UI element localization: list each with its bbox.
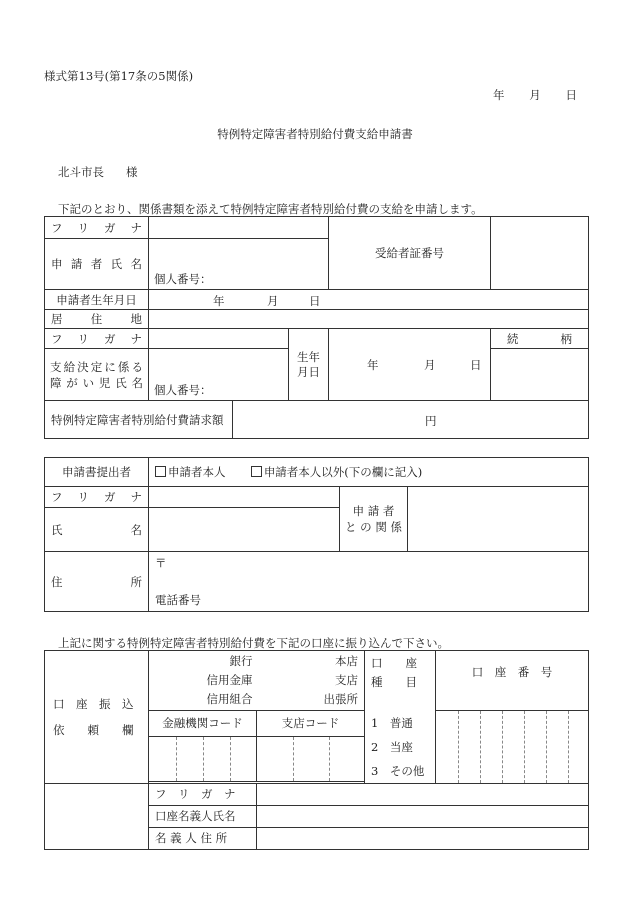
submitter-furigana-label: フ リ ガ ナ xyxy=(45,487,149,508)
transfer-intro: 上記に関する特例特定障害者特別給付費を下記の口座に振り込んで下さい。 xyxy=(58,636,449,650)
phone-label: 電話番号 xyxy=(155,593,201,607)
addressee-name: 北斗市長 xyxy=(58,165,104,179)
addressee xyxy=(58,164,138,180)
form-number: 様式第13号(第17条の5関係) xyxy=(44,69,194,83)
submitter-options xyxy=(149,458,589,487)
branch-code-field[interactable] xyxy=(257,736,365,781)
checkbox-other[interactable] xyxy=(251,466,262,477)
submitter-address-field[interactable] xyxy=(149,552,589,612)
date-day-label: 日 xyxy=(565,88,577,102)
branch-type-list: 本店 支店 出張所 xyxy=(257,651,365,711)
account-type-current[interactable]: 2 当座 xyxy=(371,739,413,754)
date-line xyxy=(493,87,577,103)
applicant-table xyxy=(44,216,589,439)
page-title: 特例特定障害者特別給付費支給申請書 xyxy=(217,127,413,141)
holder-name-field[interactable] xyxy=(257,805,589,827)
residence-label: 居 住 地 xyxy=(45,310,149,329)
applicant-furigana-label: フ リ ガ ナ xyxy=(45,217,149,239)
claim-amount-field[interactable] xyxy=(233,401,589,439)
account-furigana-label: フ リ ガ ナ xyxy=(149,783,257,805)
account-type-ordinary[interactable]: 1 普通 xyxy=(371,715,413,730)
option-self-label: 申請者本人 xyxy=(168,465,226,479)
submitter-relation-field[interactable] xyxy=(408,487,589,552)
child-name-label: 支給決定に係る 障がい児氏名 xyxy=(45,349,149,401)
bank-type-list: 銀行 信用金庫 信用組合 xyxy=(149,651,257,711)
relation-label: 続 柄 xyxy=(491,329,589,349)
submitter-relation-label: 申 請 者 と の 関 係 xyxy=(340,487,408,552)
claim-amount-label: 特例特定障害者特別給付費請求額 xyxy=(45,401,233,439)
applicant-furigana-field[interactable] xyxy=(149,217,329,239)
applicant-name-label: 申 請 者 氏 名 xyxy=(45,239,149,290)
account-number-label: 口 座 番 号 xyxy=(436,651,589,711)
submitter-furigana-field[interactable] xyxy=(149,487,340,508)
intro-text: 下記のとおり、関係書類を添えて特例特定障害者特別給付費の支給を申請します。 xyxy=(58,202,483,216)
applicant-birthdate-label: 申請者生年月日 xyxy=(45,290,149,310)
submitter-name-label: 氏 名 xyxy=(45,508,149,552)
child-furigana-label: フ リ ガ ナ xyxy=(45,329,149,349)
child-personal-number-label: 個人番号： xyxy=(154,383,212,397)
account-number-field[interactable] xyxy=(436,711,589,784)
account-furigana-field[interactable] xyxy=(257,783,589,805)
child-birth-field[interactable]: 年 月 日 xyxy=(329,329,491,401)
applicant-personal-number-label: 個人番号： xyxy=(154,272,212,286)
transfer-section-label: 口 座 振 込 依 頼 欄 xyxy=(45,651,149,784)
institution-code-label: 金融機関コード xyxy=(149,711,257,737)
checkbox-self[interactable] xyxy=(155,466,166,477)
transfer-section-label-extension xyxy=(45,783,149,849)
submitter-table xyxy=(44,457,589,612)
yen-unit: 円 xyxy=(425,414,437,428)
date-year-label: 年 xyxy=(493,88,505,102)
account-type-other[interactable]: 3 その他 xyxy=(371,763,425,778)
option-other-label: 申請者本人以外(下の欄に記入) xyxy=(263,465,423,479)
bank-table xyxy=(44,650,589,850)
submitter-label: 申請書提出者 xyxy=(45,458,149,487)
submitter-address-label: 住 所 xyxy=(45,552,149,612)
recipient-cert-field[interactable] xyxy=(491,217,589,290)
child-furigana-field[interactable] xyxy=(149,329,289,349)
addressee-honorific: 様 xyxy=(126,165,138,179)
holder-address-field[interactable] xyxy=(257,827,589,849)
holder-address-label: 名 義 人 住 所 xyxy=(149,827,257,849)
date-month-label: 月 xyxy=(529,88,541,102)
account-type-label: 口 座 種 目 xyxy=(365,651,436,711)
account-type-options[interactable] xyxy=(365,711,436,784)
residence-field[interactable] xyxy=(149,310,589,329)
branch-code-label: 支店コード xyxy=(257,711,365,737)
postal-mark: 〒 xyxy=(155,556,167,570)
applicant-birthdate-field[interactable]: 年 月 日 xyxy=(149,290,589,310)
child-birth-label: 生年 月日 xyxy=(289,329,329,401)
applicant-name-field[interactable] xyxy=(149,239,329,290)
submitter-name-field[interactable] xyxy=(149,508,340,552)
child-name-field[interactable] xyxy=(149,349,289,401)
relation-field[interactable] xyxy=(491,349,589,401)
holder-name-label: 口座名義人氏名 xyxy=(149,805,257,827)
recipient-cert-label: 受給者証番号 xyxy=(329,217,491,290)
institution-code-field[interactable] xyxy=(149,736,257,781)
